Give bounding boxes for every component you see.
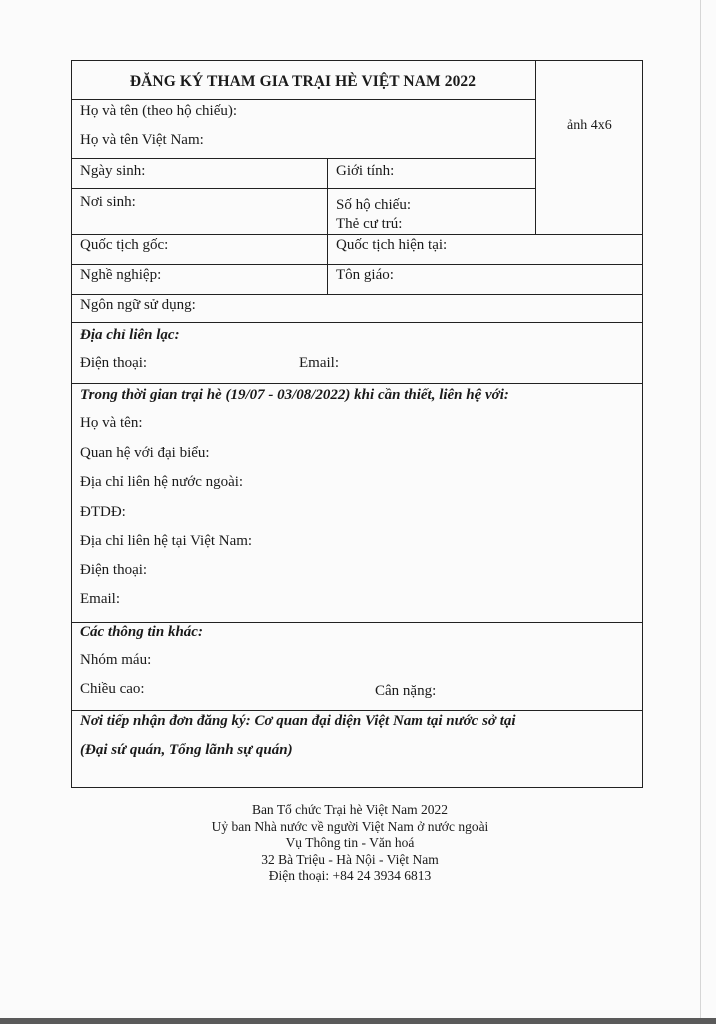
field-full-name-vietnamese[interactable]: Họ và tên Việt Nam: xyxy=(80,132,204,148)
field-emergency-email[interactable]: Email: xyxy=(80,591,120,607)
field-gender[interactable]: Giới tính: xyxy=(336,163,395,179)
footer-line-organizer: Ban Tổ chức Trại hè Việt Nam 2022 xyxy=(251,802,449,817)
field-emergency-mobile[interactable]: ĐTDĐ: xyxy=(80,504,126,520)
submission-note: (Đại sứ quán, Tổng lãnh sự quán) xyxy=(80,742,293,758)
scan-border xyxy=(0,1018,716,1024)
table-border-left xyxy=(71,60,72,788)
field-languages[interactable]: Ngôn ngữ sử dụng: xyxy=(80,297,196,313)
table-border-top xyxy=(71,60,643,61)
footer-line-phone: Điện thoại: +84 24 3934 6813 xyxy=(268,868,432,883)
field-full-name-passport[interactable]: Họ và tên (theo hộ chiếu): xyxy=(80,103,238,119)
field-emergency-name[interactable]: Họ và tên: xyxy=(80,415,143,431)
field-emergency-phone[interactable]: Điện thoại: xyxy=(80,562,148,578)
page-edge xyxy=(700,0,701,1024)
field-occupation[interactable]: Nghề nghiệp: xyxy=(80,267,162,283)
table-border-bottom xyxy=(71,787,643,788)
column-divider xyxy=(327,158,328,294)
field-residence-card[interactable]: Thẻ cư trú: xyxy=(336,216,403,232)
field-contact-email[interactable]: Email: xyxy=(299,355,339,371)
field-contact-phone[interactable]: Điện thoại: xyxy=(80,355,148,371)
row-divider xyxy=(71,383,643,384)
field-place-of-birth[interactable]: Nơi sinh: xyxy=(80,194,136,210)
field-emergency-relationship[interactable]: Quan hệ với đại biểu: xyxy=(80,445,210,461)
row-divider xyxy=(71,264,643,265)
field-original-nationality[interactable]: Quốc tịch gốc: xyxy=(80,237,169,253)
row-divider xyxy=(71,294,643,295)
footer-line-committee: Uỷ ban Nhà nước về người Việt Nam ở nước ngoài xyxy=(211,818,489,834)
field-height[interactable]: Chiều cao: xyxy=(80,681,145,697)
section-heading-contact: Địa chỉ liên lạc: xyxy=(80,327,180,343)
row-divider xyxy=(71,234,643,235)
field-current-nationality[interactable]: Quốc tịch hiện tại: xyxy=(336,237,448,253)
field-blood-type[interactable]: Nhóm máu: xyxy=(80,652,152,668)
field-date-of-birth[interactable]: Ngày sinh: xyxy=(80,163,146,179)
row-divider xyxy=(71,99,535,100)
row-divider xyxy=(71,188,535,189)
registration-form xyxy=(71,60,643,788)
field-weight[interactable]: Cân nặng: xyxy=(375,683,437,699)
footer-line-address: 32 Bà Triệu - Hà Nội - Việt Nam xyxy=(261,851,439,867)
row-divider xyxy=(71,322,643,323)
submission-place: Nơi tiếp nhận đơn đăng ký: Cơ quan đại diện Việt Nam tại nước sở tại xyxy=(80,713,516,729)
photo-box-divider xyxy=(535,60,536,234)
section-heading-emergency: Trong thời gian trại hè (19/07 - 03/08/2022) khi cần thiết, liên hệ với: xyxy=(80,387,509,403)
row-divider xyxy=(71,710,643,711)
row-divider xyxy=(71,158,535,159)
footer-line-department: Vụ Thông tin - Văn hoá xyxy=(285,835,415,850)
table-border-right xyxy=(642,60,643,788)
organizer-footer xyxy=(150,802,550,885)
field-emergency-foreign-address[interactable]: Địa chỉ liên hệ nước ngoài: xyxy=(80,474,244,490)
field-passport-number[interactable]: Số hộ chiếu: xyxy=(336,197,411,213)
field-religion[interactable]: Tôn giáo: xyxy=(336,267,394,283)
section-heading-other: Các thông tin khác: xyxy=(80,624,203,640)
field-emergency-vietnam-address[interactable]: Địa chỉ liên hệ tại Việt Nam: xyxy=(80,533,253,549)
photo-placeholder: ảnh 4x6 xyxy=(567,118,612,133)
form-title: ĐĂNG KÝ THAM GIA TRẠI HÈ VIỆT NAM 2022 xyxy=(129,73,477,90)
